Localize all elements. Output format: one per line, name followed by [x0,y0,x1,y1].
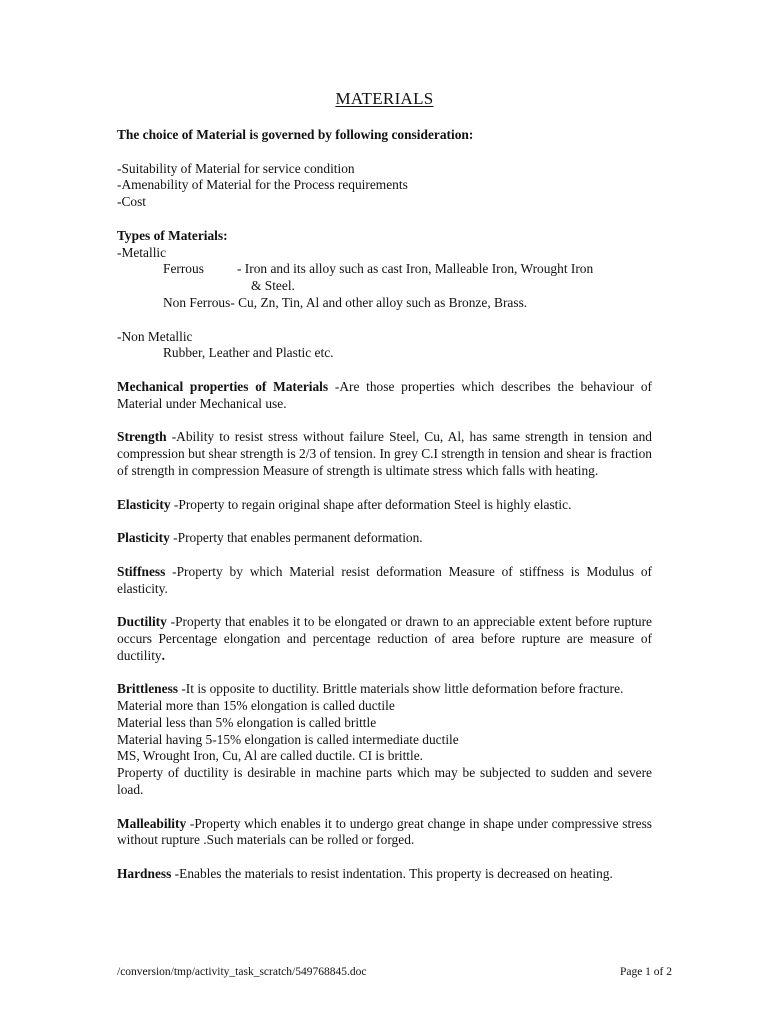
brittleness-line: Material having 5-15% elongation is called intermediate ductile [117,731,459,747]
brittleness-line: Material less than 5% elongation is called brittle [117,714,377,730]
stiffness-text: -Property by which Material resist deformation Measure of stiffness is Modulus of elasticity. [117,563,652,596]
elasticity-term: Elasticity [117,496,171,512]
ductility-paragraph [117,614,652,664]
brittleness-line: Material more than 15% elongation is called ductile [117,698,395,714]
page-footer [117,965,672,979]
ferrous-description: - Iron and its alloy such as cast Iron, Malleable Iron, Wrought Iron [237,261,594,277]
ferrous-row [117,261,652,278]
ductility-term: Ductility [117,614,167,630]
metallic-label: -Metallic [117,244,167,260]
stiffness-paragraph [117,564,652,598]
consideration-item: -Suitability of Material for service condition [117,160,355,176]
malleability-text: -Property which enables it to undergo great change in shape under compressive stress without rupture .Such materials can be rolled or forged. [117,815,652,848]
ferrous-description-cont: & Steel. [251,278,295,294]
elasticity-paragraph [117,497,652,514]
consideration-item: -Cost [117,194,147,210]
mechanical-text: -Are those properties which describes the behaviour of Material under Mechanical use. [117,378,652,411]
plasticity-paragraph [117,530,652,547]
document-body [117,88,652,883]
strength-text: -Ability to resist stress without failure Steel, Cu, Al, has same strength in tension and compression but shear strength is 2/3 of tension. In grey C.I strength in tension and shear is fraction of strength in compression Measure of strength is ultimate stress which falls with heating. [117,429,652,478]
hardness-term: Hardness [117,866,172,882]
brittleness-last: Property of ductility is desirable in machine parts which may be subjected to sudden and severe load. [117,765,652,798]
non-metallic-description: Rubber, Leather and Plastic etc. [163,345,334,361]
plasticity-term: Plasticity [117,530,170,546]
types-heading: Types of Materials: [117,227,228,243]
hardness-text: -Enables the materials to resist indentation. This property is decreased on heating. [171,866,613,882]
non-ferrous-line: Non Ferrous- Cu, Zn, Tin, Al and other alloy such as Bronze, Brass. [163,294,528,310]
footer-page-number: Page 1 of 2 [619,966,672,978]
footer-file-path: /conversion/tmp/activity_task_scratch/549768845.doc [117,966,367,978]
brittleness-line: MS, Wrought Iron, Cu, Al are called ductile. CI is brittle. [117,748,424,764]
brittleness-text: -It is opposite to ductility. Brittle materials show little deformation before fracture. [178,681,624,697]
ductility-text: -Property that enables it to be elongated or drawn to an appreciable extent before rupture occurs Percentage elongation and percentage reduction of area before rupture are measure of ductility [117,614,652,663]
mechanical-term: Mechanical properties of Materials [117,378,329,394]
ferrous-label: Ferrous [163,261,204,277]
strength-paragraph [117,429,652,479]
non-metallic-label: -Non Metallic [117,328,193,344]
choice-heading: The choice of Material is governed by following consideration: [117,127,474,142]
consideration-item: -Amenability of Material for the Process requirements [117,177,408,193]
page-title: MATERIALS [335,89,434,108]
malleability-term: Malleability [117,815,187,831]
plasticity-text: -Property that enables permanent deformation. [169,530,423,546]
strength-term: Strength [117,429,167,445]
ductility-end: . [161,647,165,663]
brittleness-paragraph [117,681,652,698]
brittleness-term: Brittleness [117,681,178,697]
mechanical-properties-paragraph [117,379,652,413]
elasticity-text: -Property to regain original shape after deformation Steel is highly elastic. [170,496,572,512]
hardness-paragraph [117,866,652,883]
malleability-paragraph [117,816,652,850]
stiffness-term: Stiffness [117,563,166,579]
